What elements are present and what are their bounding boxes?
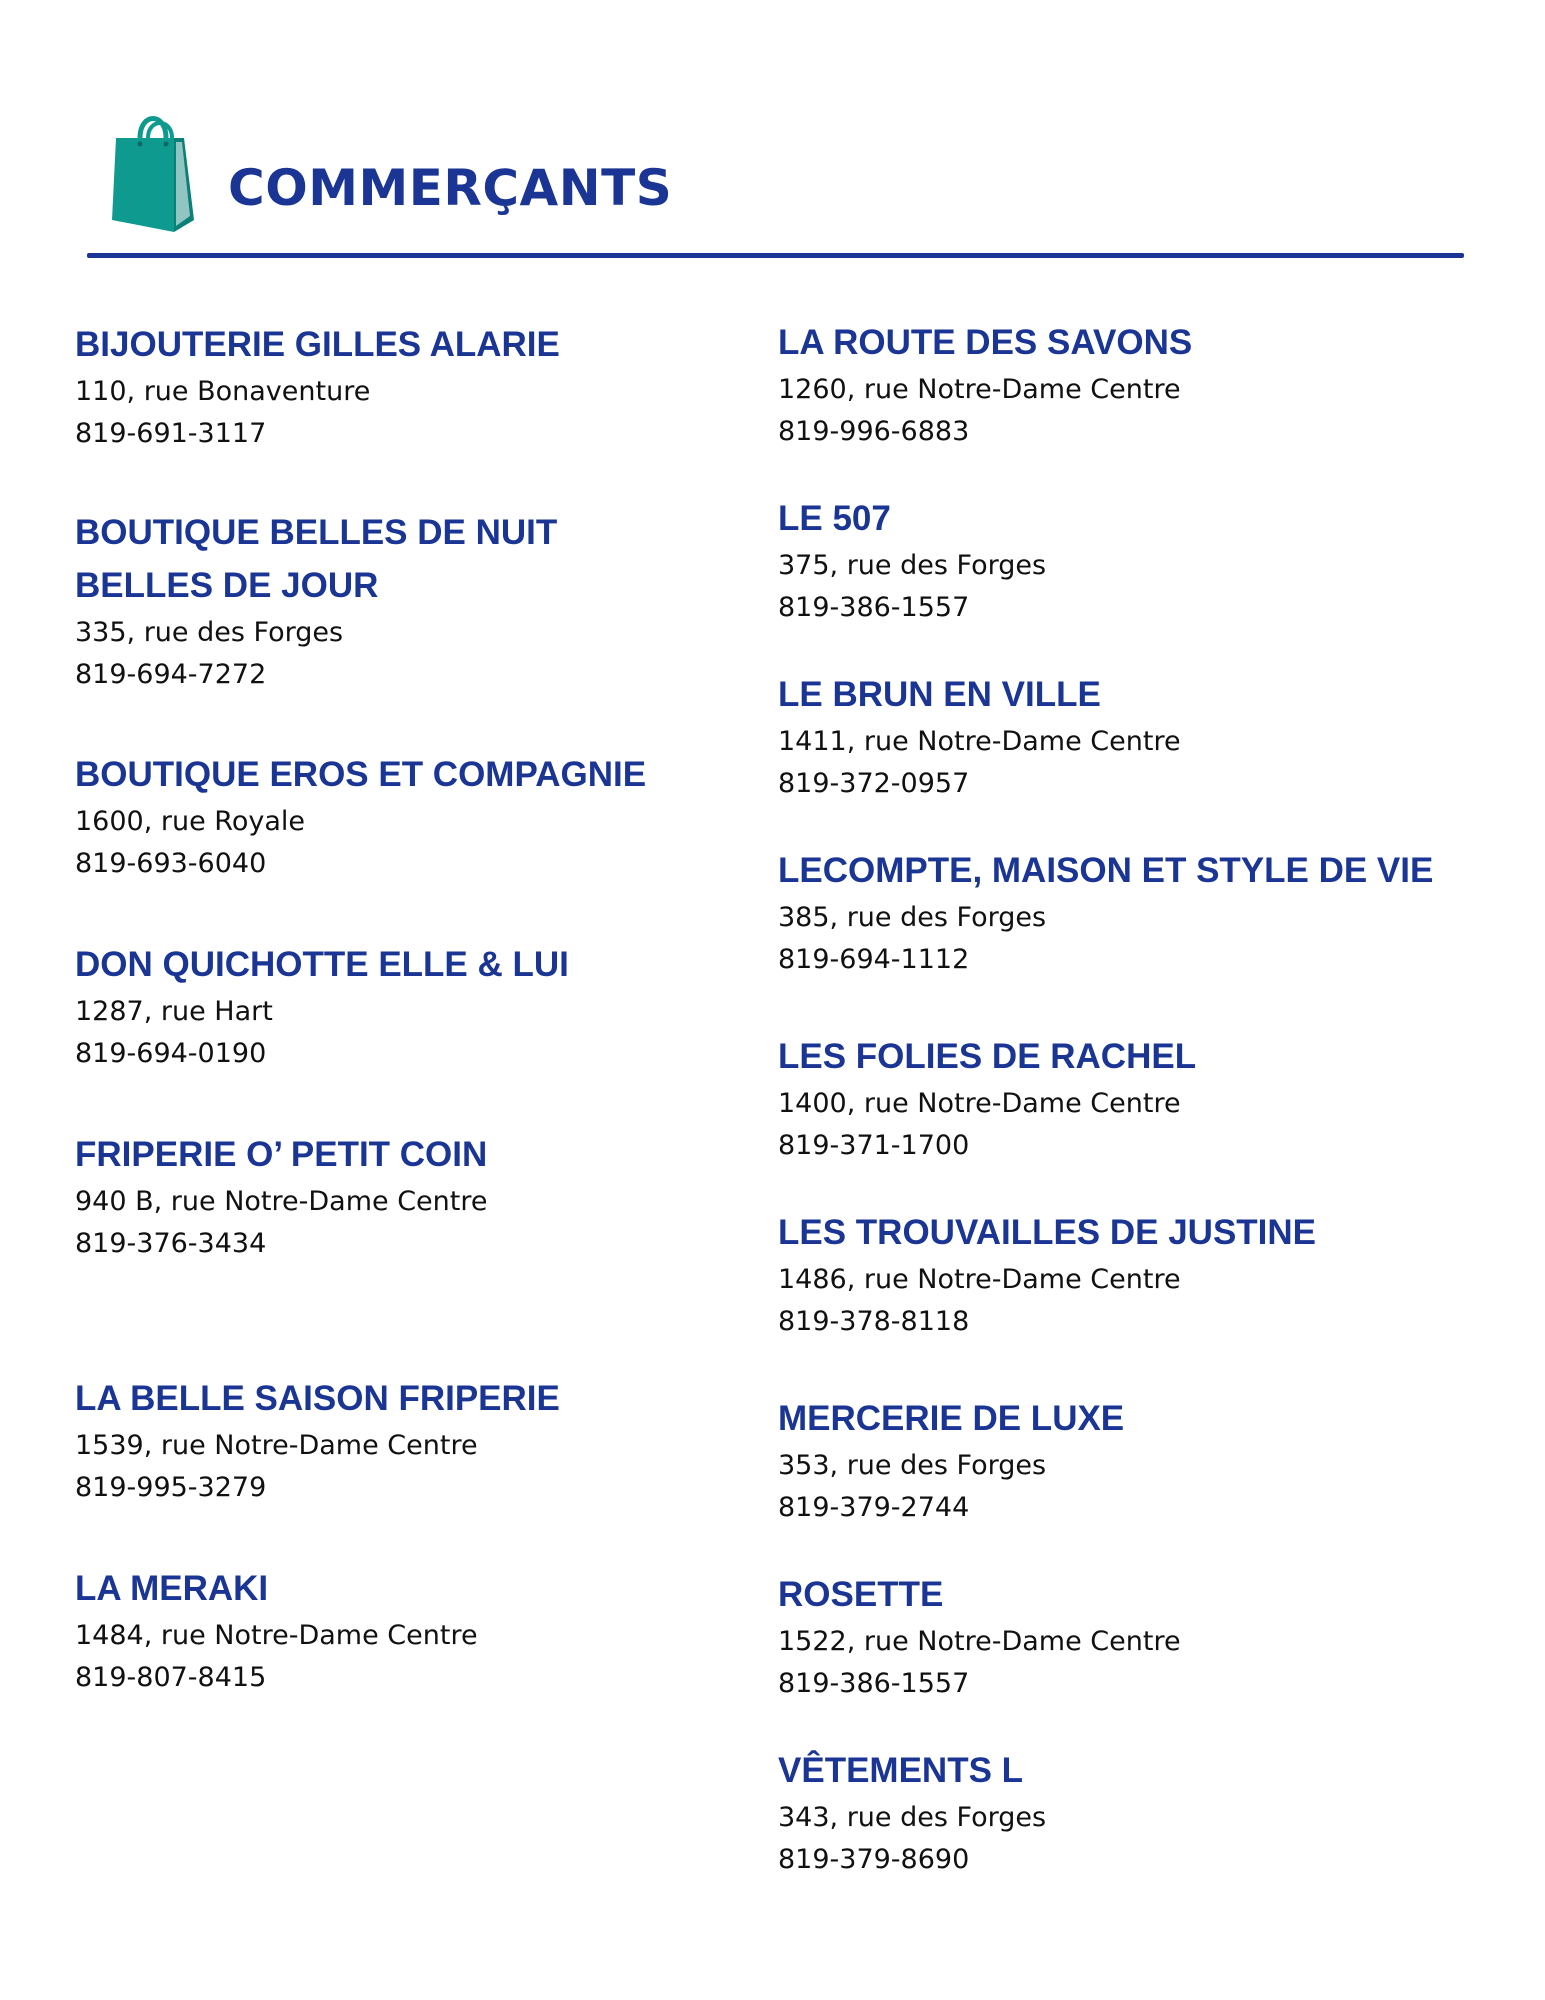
merchant-phone: 819-694-1112	[778, 944, 970, 975]
merchant-address: 1486, rue Notre-Dame Centre	[778, 1264, 1181, 1295]
shopping-bag-icon	[110, 108, 196, 234]
merchant-name: LES FOLIES DE RACHEL	[778, 1037, 1197, 1076]
merchant-phone: 819-379-2744	[778, 1492, 970, 1523]
merchant-name: FRIPERIE O’ PETIT COIN	[75, 1135, 488, 1174]
merchant-name: LE BRUN EN VILLE	[778, 675, 1101, 714]
merchant-address: 1600, rue Royale	[75, 806, 305, 837]
merchant-entry	[75, 1128, 488, 1265]
merchant-entry	[75, 1372, 560, 1509]
merchant-address: 1287, rue Hart	[75, 996, 273, 1027]
merchant-entry	[778, 492, 1046, 629]
merchant-entry	[778, 1206, 1316, 1343]
merchant-phone: 819-807-8415	[75, 1662, 267, 1693]
merchant-name: LA ROUTE DES SAVONS	[778, 323, 1193, 362]
page-header	[0, 0, 1545, 270]
merchant-address: 1484, rue Notre-Dame Centre	[75, 1620, 478, 1651]
merchant-name: VÊTEMENTS L	[778, 1751, 1024, 1790]
merchant-phone: 819-378-8118	[778, 1306, 970, 1337]
merchant-address: 343, rue des Forges	[778, 1802, 1047, 1833]
merchant-name: BOUTIQUE BELLES DE NUIT	[75, 513, 558, 552]
merchant-phone: 819-996-6883	[778, 416, 970, 447]
merchant-name: DON QUICHOTTE ELLE & LUI	[75, 945, 569, 984]
merchant-address: 940 B, rue Notre-Dame Centre	[75, 1186, 488, 1217]
merchant-name: BIJOUTERIE GILLES ALARIE	[75, 325, 560, 364]
merchant-entry	[75, 938, 569, 1075]
merchant-address: 385, rue des Forges	[778, 902, 1047, 933]
page-title: COMMERÇANTS	[228, 159, 673, 217]
merchant-name: LA BELLE SAISON FRIPERIE	[75, 1379, 560, 1418]
merchant-entry	[778, 1030, 1196, 1167]
merchant-entry	[778, 316, 1192, 453]
merchant-phone: 819-995-3279	[75, 1472, 267, 1503]
merchant-phone: 819-693-6040	[75, 848, 267, 879]
header-divider	[87, 253, 1464, 258]
merchant-entry	[75, 318, 560, 455]
merchant-address: 1411, rue Notre-Dame Centre	[778, 726, 1181, 757]
merchant-name: LES TROUVAILLES DE JUSTINE	[778, 1213, 1317, 1252]
merchant-name: LE 507	[778, 499, 891, 538]
merchant-phone: 819-694-0190	[75, 1038, 267, 1069]
merchant-phone: 819-371-1700	[778, 1130, 970, 1161]
merchant-entry	[778, 668, 1181, 805]
merchant-name: MERCERIE DE LUXE	[778, 1399, 1125, 1438]
merchant-name: BOUTIQUE EROS ET COMPAGNIE	[75, 755, 647, 794]
merchant-address: 353, rue des Forges	[778, 1450, 1047, 1481]
merchant-name: ROSETTE	[778, 1575, 944, 1614]
merchant-entry	[778, 1392, 1124, 1529]
merchant-name: LECOMPTE, MAISON ET STYLE DE VIE	[778, 851, 1434, 890]
merchant-phone: 819-694-7272	[75, 659, 267, 690]
merchant-phone: 819-379-8690	[778, 1844, 970, 1875]
merchant-phone: 819-386-1557	[778, 1668, 970, 1699]
merchant-address: 1522, rue Notre-Dame Centre	[778, 1626, 1181, 1657]
merchant-phone: 819-691-3117	[75, 418, 267, 449]
merchant-entry	[75, 748, 646, 885]
merchant-entry	[778, 1744, 1046, 1881]
merchant-address: 1539, rue Notre-Dame Centre	[75, 1430, 478, 1461]
merchant-phone: 819-386-1557	[778, 592, 970, 623]
merchant-entry	[75, 506, 557, 696]
merchant-address: 1400, rue Notre-Dame Centre	[778, 1088, 1181, 1119]
merchant-address: 375, rue des Forges	[778, 550, 1047, 581]
merchant-entry	[778, 1568, 1181, 1705]
merchant-phone: 819-376-3434	[75, 1228, 267, 1259]
merchant-entry	[75, 1562, 478, 1699]
merchant-phone: 819-372-0957	[778, 768, 970, 799]
merchant-address: 110, rue Bonaventure	[75, 376, 371, 407]
merchant-name-line2: BELLES DE JOUR	[75, 566, 379, 605]
merchant-address: 1260, rue Notre-Dame Centre	[778, 374, 1181, 405]
merchant-entry	[778, 844, 1433, 981]
merchant-name: LA MERAKI	[75, 1569, 269, 1608]
merchant-address: 335, rue des Forges	[75, 617, 344, 648]
